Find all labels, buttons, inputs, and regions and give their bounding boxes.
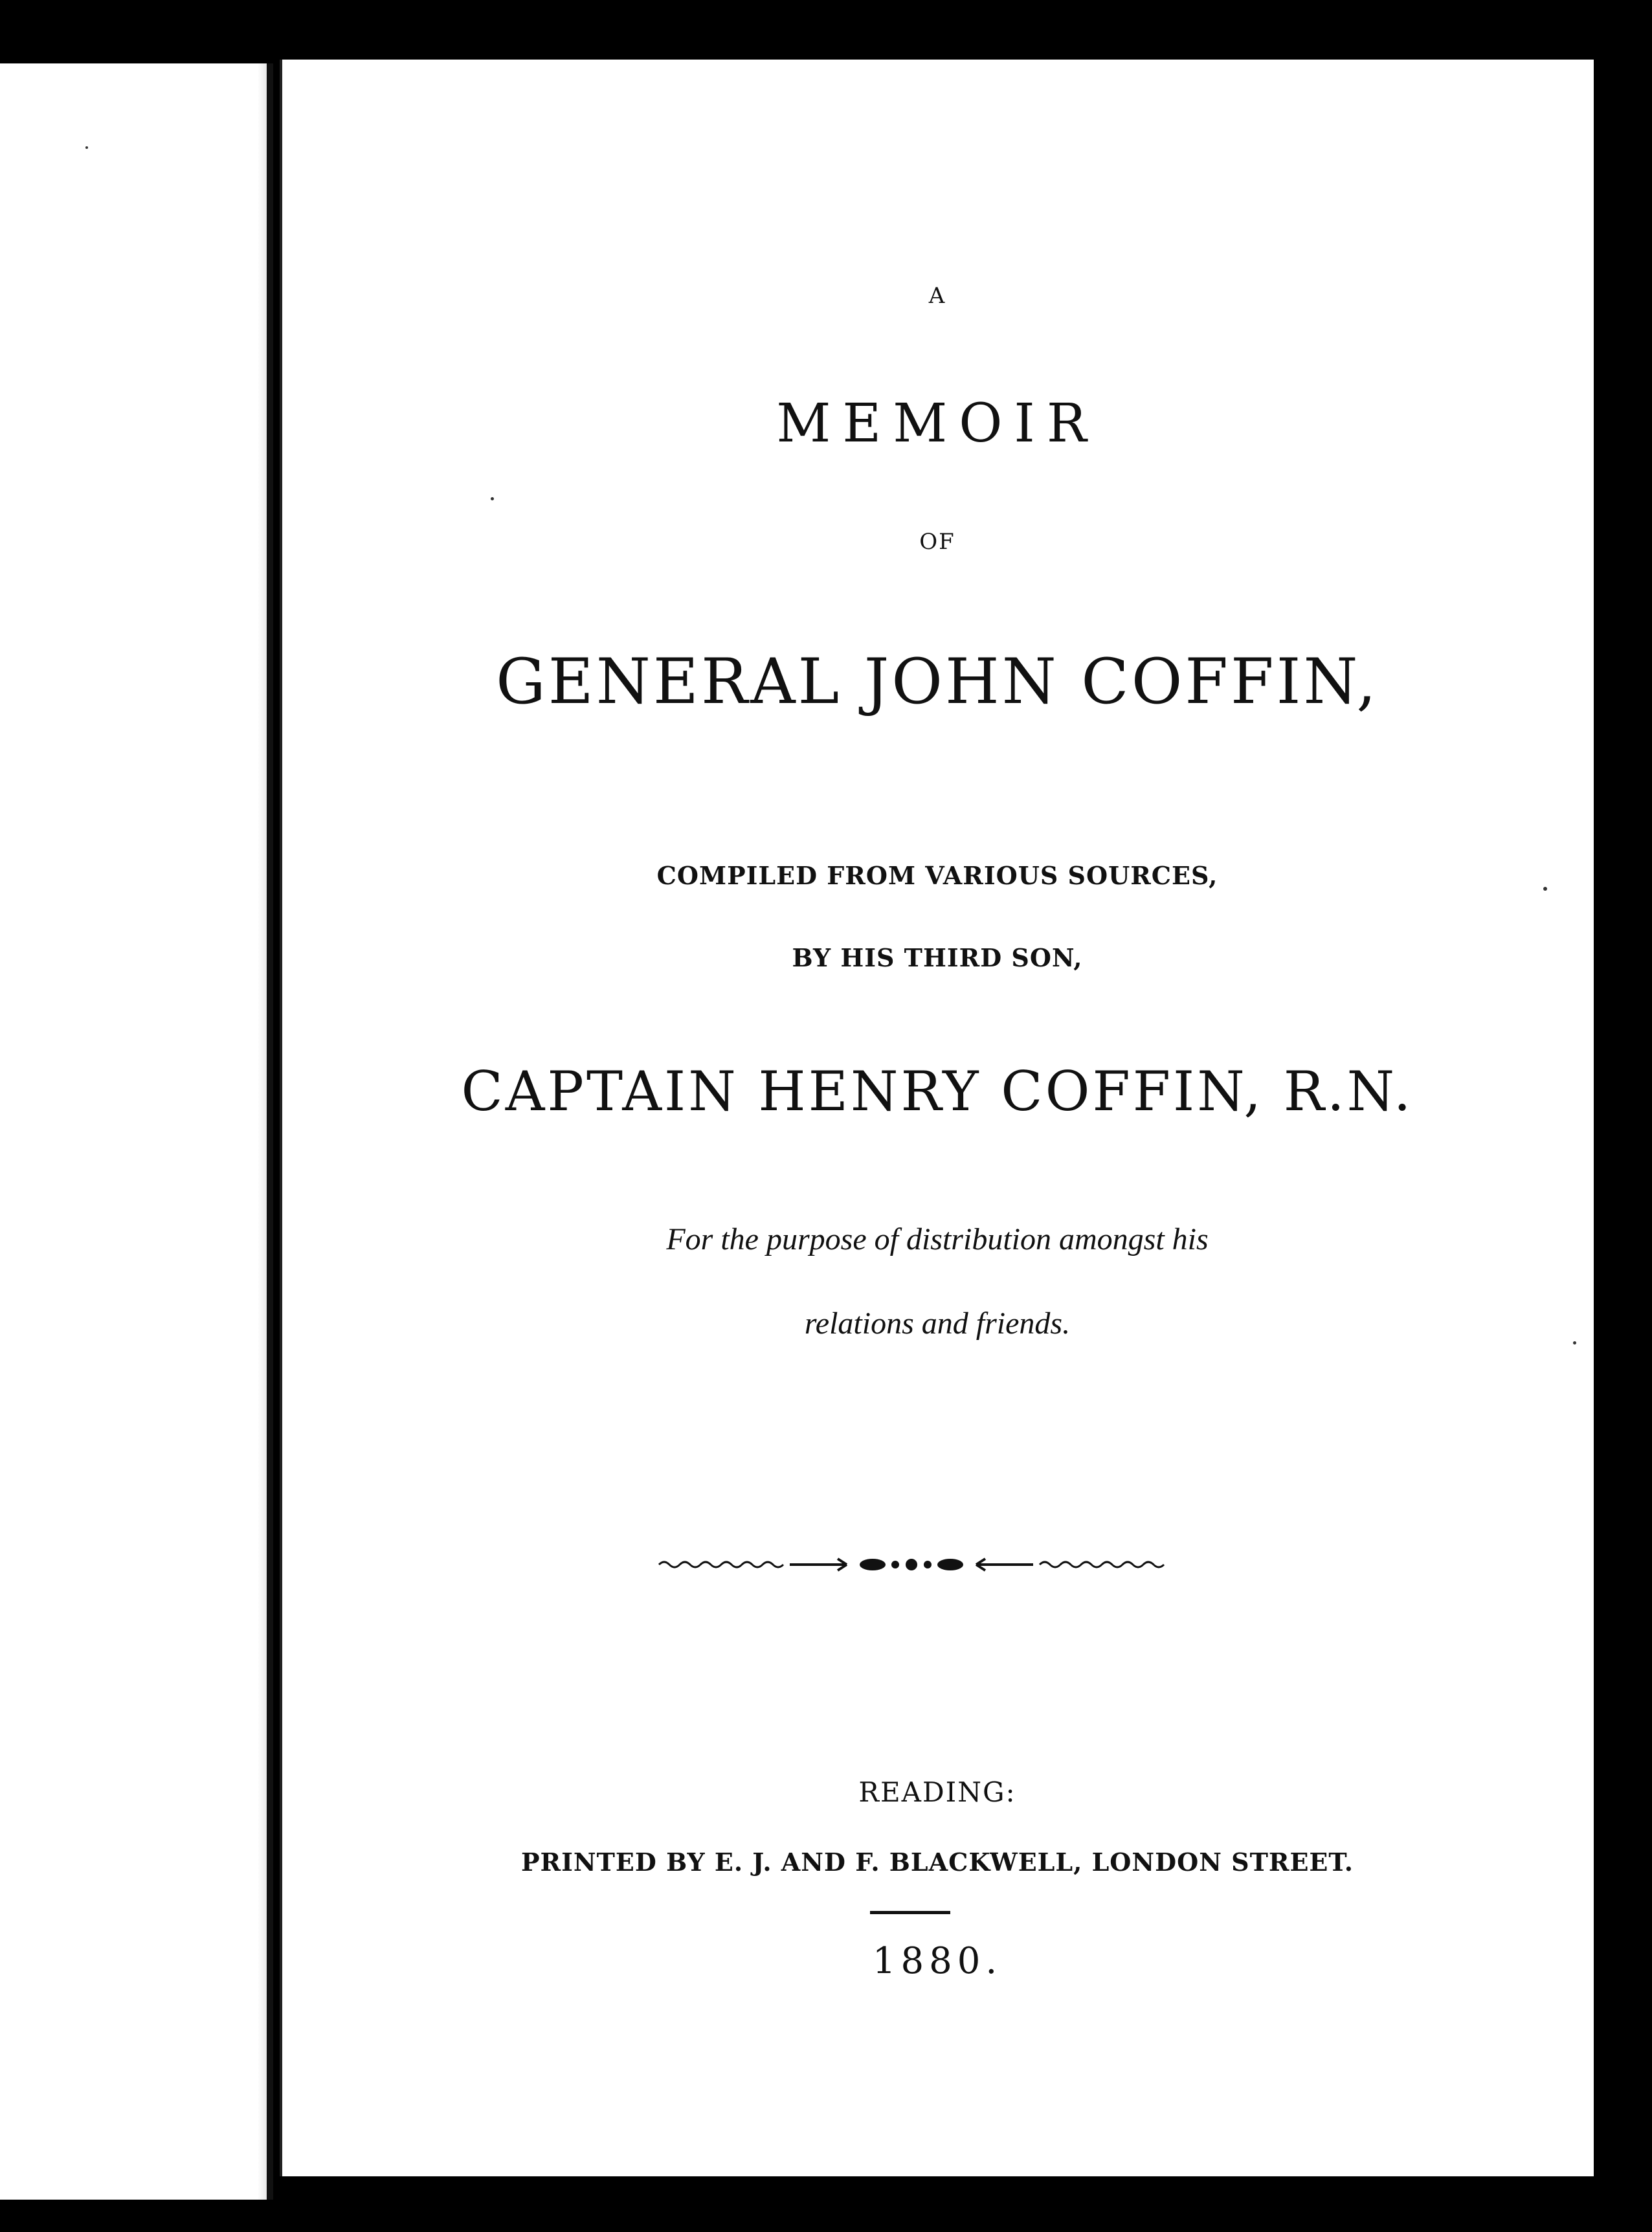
imprint-year: 1880. (872, 1940, 1003, 1982)
author-name: CAPTAIN HENRY COFFIN, R.N. (461, 1060, 1414, 1123)
byline: BY HIS THIRD SON, (792, 943, 1083, 972)
imprint-place: READING: (858, 1776, 1016, 1808)
scan-speck (85, 146, 88, 149)
scan-speck (1543, 887, 1547, 891)
purpose-line-2: relations and friends. (804, 1306, 1071, 1341)
title-connector: OF (919, 529, 955, 555)
left-blank-leaf (0, 63, 269, 2200)
title-article: A (928, 283, 946, 309)
imprint-rule (870, 1911, 950, 1914)
scan-speck (1573, 1341, 1576, 1345)
subject-name: GENERAL JOHN COFFIN, (496, 645, 1379, 718)
scan-speck (491, 497, 494, 500)
page-right-edge (1590, 60, 1594, 2176)
ornamental-divider (653, 1548, 1170, 1581)
title-page (280, 60, 1592, 2176)
compiled-note: COMPILED FROM VARIOUS SOURCES, (656, 861, 1218, 890)
imprint-printer: PRINTED BY E. J. AND F. BLACKWELL, LONDON STREET. (520, 1847, 1354, 1877)
main-title: MEMOIR (776, 393, 1099, 454)
gutter-shadow (258, 63, 267, 2200)
purpose-line-1: For the purpose of distribution amongst his (666, 1222, 1209, 1256)
book-gutter (267, 63, 273, 2200)
